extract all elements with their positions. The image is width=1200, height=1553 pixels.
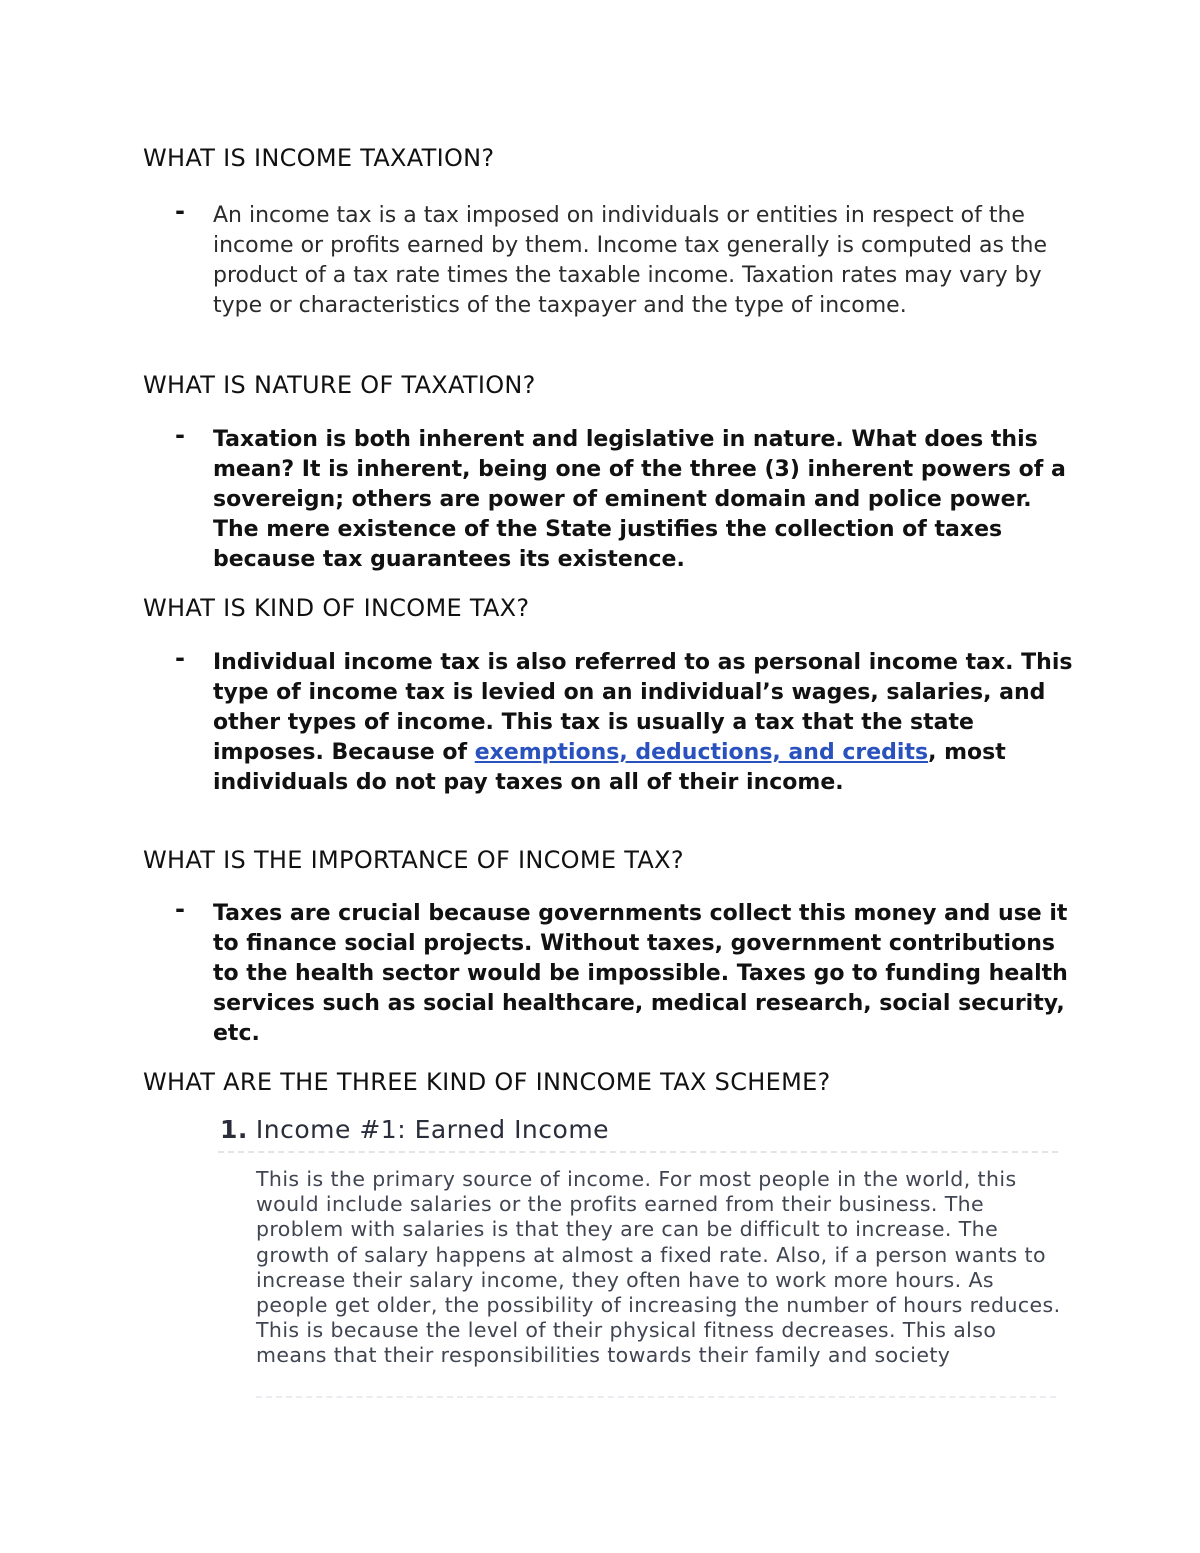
paragraph-income-taxation: An income tax is a tax imposed on individuals or entities in respect of the income or profits earned by them. Income tax generally is computed as the product of a tax rate times the taxable income. Taxation rates may vary by type or characteristics of the taxpayer and the type of income.: [213, 203, 1048, 318]
paragraph-text-before-link: Individual income tax is also referred to as personal income tax. This type of income tax is levied on an individual’s wages, salaries, and other types of income. This tax is usually a tax that the state imposes. Because of: [213, 650, 1073, 765]
dash-bullet: -: [175, 895, 185, 923]
heading-income-taxation: WHAT IS INCOME TAXATION?: [143, 144, 495, 172]
heading-kind-of-income-tax: WHAT IS KIND OF INCOME TAX?: [143, 594, 530, 622]
scheme-item-bottom-divider: [256, 1396, 1056, 1398]
scheme-item-number: 1.: [220, 1115, 248, 1144]
scheme-item-divider: [218, 1151, 1058, 1153]
heading-importance-of-income-tax: WHAT IS THE IMPORTANCE OF INCOME TAX?: [143, 846, 684, 874]
heading-nature-of-taxation: WHAT IS NATURE OF TAXATION?: [143, 371, 536, 399]
scheme-item-body: This is the primary source of income. For most people in the world, this would include salaries or the profits earned from their business. The problem with salaries is that they are can be difficult to increase. The growth of salary happens at almost a fixed rate. Also, if a person wants to increase their salary income, they often have to work more hours. As people get older, the possibility of increasing the number of hours reduces. This is because the level of their physical fitness decreases. This also means that their responsibilities towards their family and society: [256, 1167, 1061, 1368]
dash-bullet: -: [175, 197, 185, 225]
paragraph-importance-of-income-tax: Taxes are crucial because governments collect this money and use it to finance social projects. Without taxes, government contributions to the health sector would be impossible. Taxes go to funding health services such as social healthcare, medical research, social security, etc.: [213, 901, 1068, 1046]
dash-bullet: -: [175, 644, 185, 672]
paragraph-nature-of-taxation: Taxation is both inherent and legislative in nature. What does this mean? It is inherent, being one of the three (3) inherent powers of a sovereign; others are power of eminent domain and police power. The mere existence of the State justifies the collection of taxes because tax guarantees its existence.: [213, 427, 1066, 572]
dash-bullet: -: [175, 421, 185, 449]
paragraph-text-after-link: , most individuals do not pay taxes on all of their income.: [213, 740, 1006, 795]
exemptions-deductions-credits-link[interactable]: exemptions, deductions, and credits: [474, 740, 929, 765]
heading-three-kind-of-income-tax-scheme: WHAT ARE THE THREE KIND OF INNCOME TAX SCHEME?: [143, 1068, 831, 1096]
scheme-item-title-text: Income #1: Earned Income: [255, 1115, 610, 1144]
scheme-item-title: [220, 1115, 1060, 1144]
paragraph-kind-of-income-tax: [213, 648, 1073, 798]
